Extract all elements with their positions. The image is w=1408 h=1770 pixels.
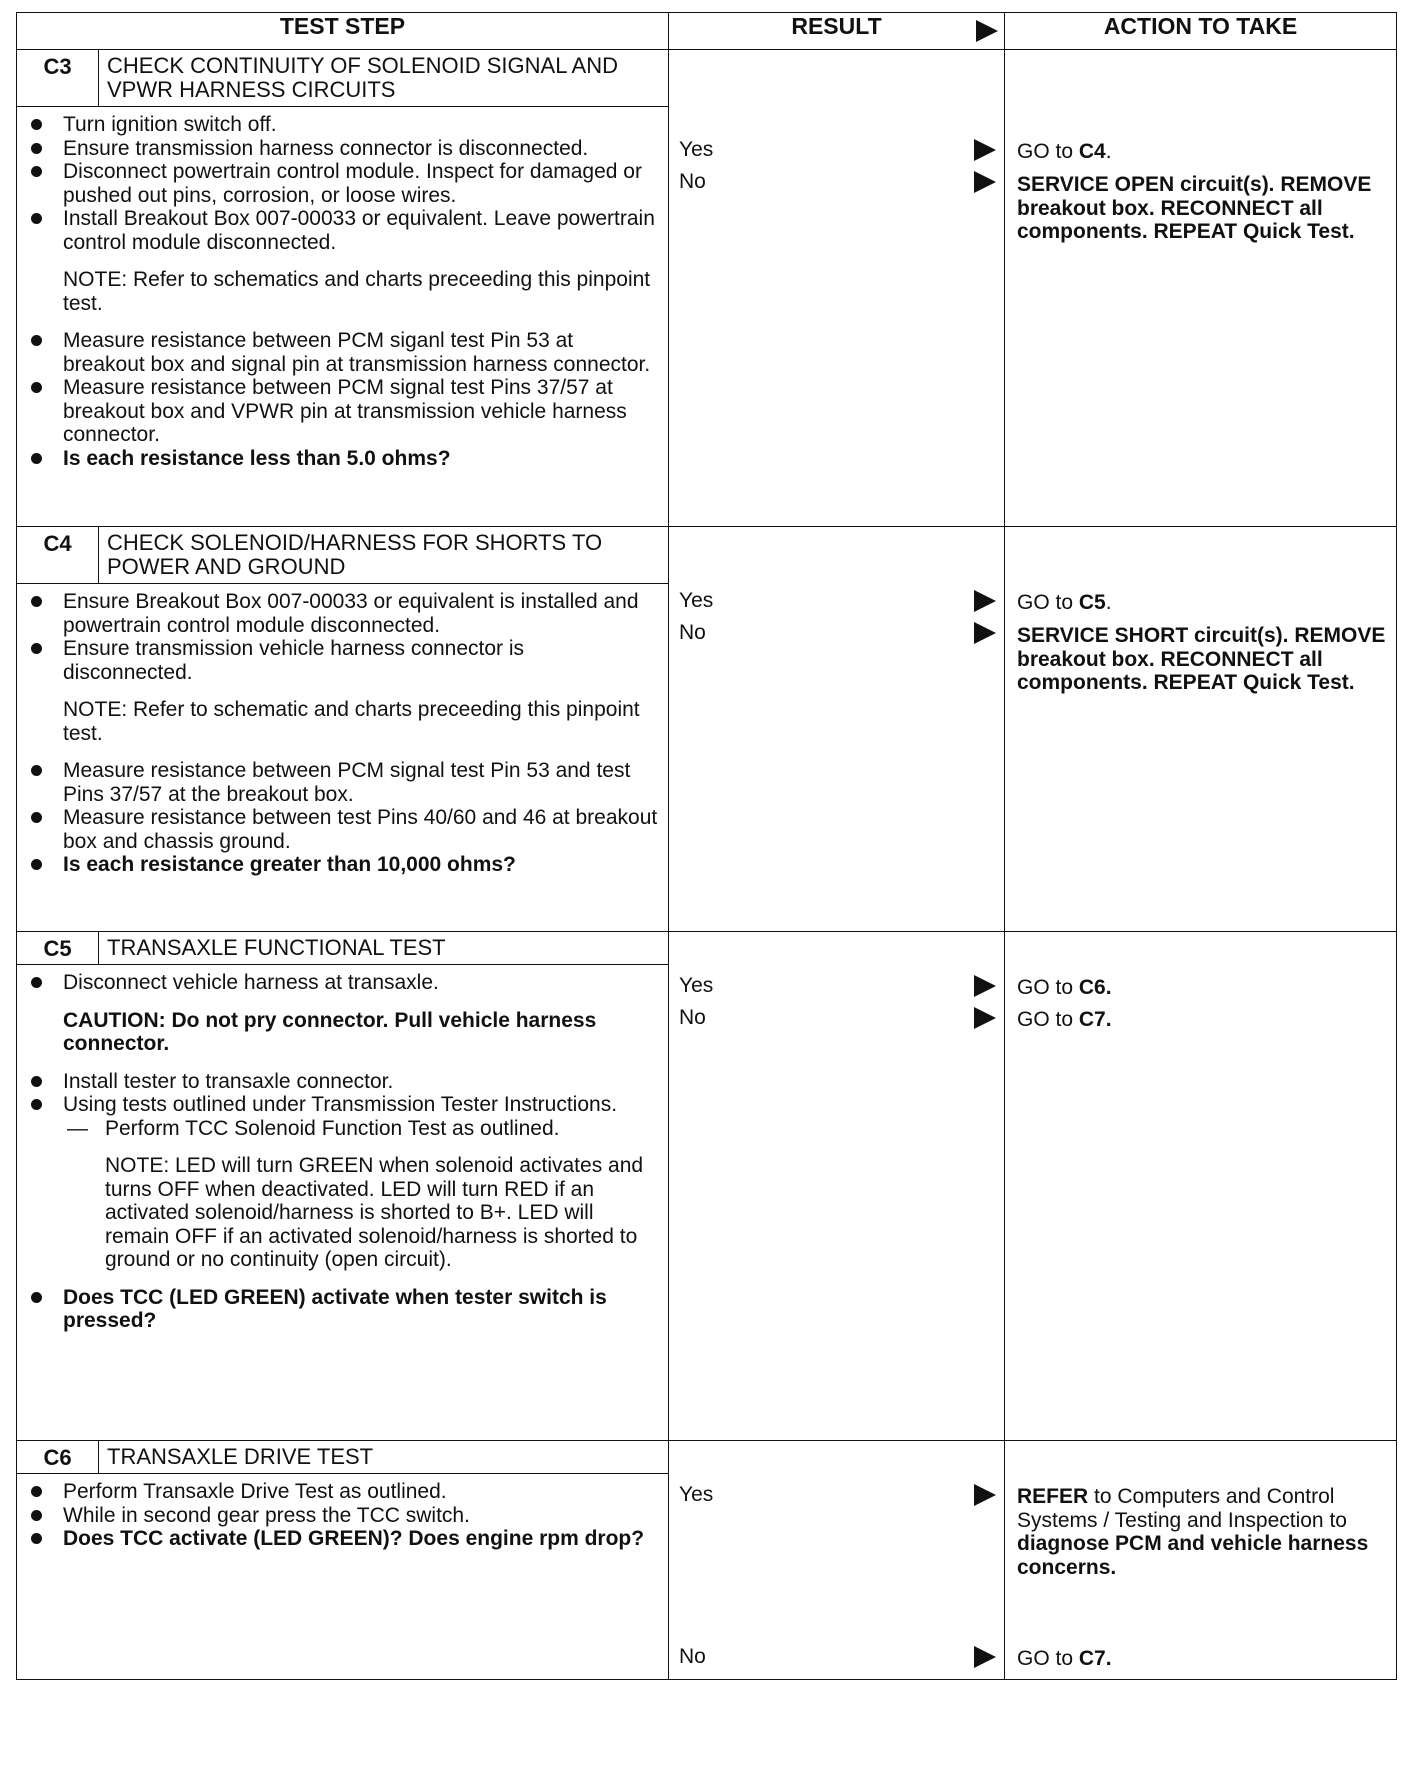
c3-yes-action-ref: C4: [1078, 140, 1106, 163]
c4-no-label: No: [679, 621, 706, 644]
c3-yes-action-post: .: [1105, 140, 1112, 163]
c6-question: Does TCC activate (LED GREEN)? Does engine rpm drop?: [17, 1527, 658, 1551]
c5-no-action-text: GO to: [1017, 1008, 1079, 1031]
arrow-right-icon: [974, 622, 996, 644]
c4-step-title: CHECK SOLENOID/HARNESS FOR SHORTS TO POWER AND GROUND: [99, 527, 669, 584]
c3-action-cell: [1005, 50, 1397, 527]
list-item: While in second gear press the TCC switch.: [17, 1504, 658, 1528]
arrow-right-icon: [974, 975, 996, 997]
test-step-header: TEST STEP: [17, 13, 669, 50]
c3-step-title: CHECK CONTINUITY OF SOLENOID SIGNAL AND VPWR HARNESS CIRCUITS: [99, 50, 669, 107]
c4-result-no: [679, 621, 996, 645]
c3-question: Is each resistance less than 5.0 ohms?: [17, 447, 658, 471]
c4-yes-action-text: GO to: [1017, 591, 1079, 614]
diagnostic-table-page: [16, 12, 1396, 1754]
c6-yes-action-bold: diagnose PCM and vehicle harness concerns.: [1017, 1532, 1369, 1579]
c6-step-title: TRANSAXLE DRIVE TEST: [99, 1441, 669, 1474]
c3-result-cell: [669, 50, 1005, 527]
c6-no-action: [1017, 1647, 1388, 1671]
list-item: Using tests outlined under Transmission Tester Instructions.: [17, 1093, 658, 1117]
arrow-right-icon: [974, 171, 996, 193]
c6-no-action-ref: C7.: [1078, 1647, 1112, 1670]
c4-title-row: [17, 527, 1397, 584]
c5-step-title: TRANSAXLE FUNCTIONAL TEST: [99, 932, 669, 965]
c4-step-list: [17, 590, 658, 684]
c5-step-list: [17, 971, 658, 995]
c5-yes-label: Yes: [679, 974, 714, 997]
c5-steps-cell: [17, 965, 669, 1441]
list-item: Measure resistance between PCM signal test Pins 37/57 at breakout box and VPWR pin at transmission vehicle harness connector.: [17, 376, 658, 447]
c5-result-no: [679, 1006, 996, 1030]
list-item: Measure resistance between test Pins 40/60 and 46 at breakout box and chassis ground.: [17, 806, 658, 853]
list-item: Ensure transmission harness connector is disconnected.: [17, 137, 658, 161]
c3-no-label: No: [679, 170, 706, 193]
c3-result-yes: [679, 138, 996, 162]
arrow-right-icon: [974, 139, 996, 161]
c6-result-yes: [679, 1483, 996, 1507]
arrow-right-icon: [974, 1007, 996, 1029]
c3-title-row: [17, 50, 1397, 107]
c4-yes-action-ref: C5: [1078, 591, 1106, 614]
c6-steps-cell: [17, 1474, 669, 1680]
c3-yes-action: [1017, 140, 1388, 164]
c6-no-action-text: GO to: [1017, 1647, 1079, 1670]
arrow-right-icon: [974, 1484, 996, 1506]
c3-steps-cell: [17, 107, 669, 527]
c5-question: Does TCC (LED GREEN) activate when tester switch is pressed?: [17, 1286, 658, 1333]
c5-no-action-ref: C7.: [1078, 1008, 1112, 1031]
c3-note: NOTE: Refer to schematics and charts preceeding this pinpoint test.: [63, 268, 651, 315]
c4-note: NOTE: Refer to schematic and charts preceeding this pinpoint test.: [63, 698, 640, 745]
c4-no-action: SERVICE SHORT circuit(s). REMOVE breakout box. RECONNECT all components. REPEAT Quick Test.: [1017, 624, 1386, 694]
c5-yes-action-text: GO to: [1017, 976, 1079, 999]
c5-caution: CAUTION: Do not pry connector. Pull vehicle harness connector.: [63, 1008, 597, 1055]
c6-yes-action: [1017, 1485, 1388, 1579]
c4-yes-action-post: .: [1105, 591, 1112, 614]
result-header-label: RESULT: [791, 13, 882, 39]
c6-result-cell: [669, 1441, 1005, 1680]
c6-refer-label: REFER: [1017, 1485, 1089, 1508]
c6-yes-label: Yes: [679, 1483, 714, 1506]
c6-result-no: [679, 1645, 996, 1669]
c3-result-no: [679, 170, 996, 194]
list-item: Disconnect vehicle harness at transaxle.: [17, 971, 658, 995]
c4-steps-cell: [17, 584, 669, 932]
c5-result-yes: [679, 974, 996, 998]
c5-no-action: [1017, 1008, 1388, 1032]
c6-step-code: C6: [17, 1441, 99, 1474]
list-item: Install tester to transaxle connector.: [17, 1070, 658, 1094]
list-item: Ensure transmission vehicle harness connector is disconnected.: [17, 637, 658, 684]
arrow-right-icon: [974, 590, 996, 612]
list-item: Perform Transaxle Drive Test as outlined.: [17, 1480, 658, 1504]
c3-step-list: [17, 113, 658, 254]
table-header-row: [17, 13, 1397, 50]
c4-result-yes: [679, 589, 996, 613]
c5-note: NOTE: LED will turn GREEN when solenoid activates and turns OFF when deactivated. LED will turn RED if an activated solenoid/harness is shorted to B+. LED will remain OFF if an activated solenoid/harness is shorted to ground or no continuity (open circuit).: [105, 1154, 644, 1271]
c4-step-code: C4: [17, 527, 99, 584]
list-item: Disconnect powertrain control module. Inspect for damaged or pushed out pins, corrosion, or loose wires.: [17, 160, 658, 207]
list-item: Measure resistance between PCM signal test Pin 53 and test Pins 37/57 at the breakout box.: [17, 759, 658, 806]
c6-no-label: No: [679, 1645, 706, 1668]
c6-step-list: [17, 1480, 658, 1551]
c4-question: Is each resistance greater than 10,000 ohms?: [17, 853, 658, 877]
arrow-right-icon: [976, 20, 998, 42]
c5-no-label: No: [679, 1006, 706, 1029]
c6-title-row: [17, 1441, 1397, 1474]
result-header: [669, 13, 1005, 50]
c6-action-cell: [1005, 1441, 1397, 1680]
c6-yes-action-text: to Computers and Control Systems / Testing and Inspection to: [1017, 1485, 1347, 1532]
c4-action-cell: [1005, 527, 1397, 932]
arrow-right-icon: [974, 1646, 996, 1668]
pinpoint-test-table: [16, 12, 1397, 1680]
c5-action-cell: [1005, 932, 1397, 1441]
c5-step-list-3: [17, 1286, 658, 1333]
c5-yes-action: [1017, 976, 1388, 1000]
c3-step-list-2: [17, 329, 658, 470]
c5-step-list-2: [17, 1070, 658, 1117]
c5-yes-action-ref: C6.: [1078, 976, 1112, 999]
list-item: Ensure Breakout Box 007-00033 or equivalent is installed and powertrain control module disconnected.: [17, 590, 658, 637]
list-item: Measure resistance between PCM siganl test Pin 53 at breakout box and signal pin at transmission harness connector.: [17, 329, 658, 376]
c5-result-cell: [669, 932, 1005, 1441]
c4-yes-action: [1017, 591, 1388, 615]
c3-step-code: C3: [17, 50, 99, 107]
c3-no-action: SERVICE OPEN circuit(s). REMOVE breakout box. RECONNECT all components. REPEAT Quick Test.: [1017, 173, 1372, 243]
c4-step-list-2: [17, 759, 658, 877]
c3-yes-action-text: GO to: [1017, 140, 1079, 163]
c5-title-row: [17, 932, 1397, 965]
list-item: Turn ignition switch off.: [17, 113, 658, 137]
action-header: ACTION TO TAKE: [1005, 13, 1397, 50]
c5-step-code: C5: [17, 932, 99, 965]
c3-yes-label: Yes: [679, 138, 714, 161]
list-item: Install Breakout Box 007-00033 or equivalent. Leave powertrain control module disconnected.: [17, 207, 658, 254]
c4-yes-label: Yes: [679, 589, 714, 612]
c4-result-cell: [669, 527, 1005, 932]
c5-sub-step: — Perform TCC Solenoid Function Test as outlined.: [17, 1117, 658, 1141]
